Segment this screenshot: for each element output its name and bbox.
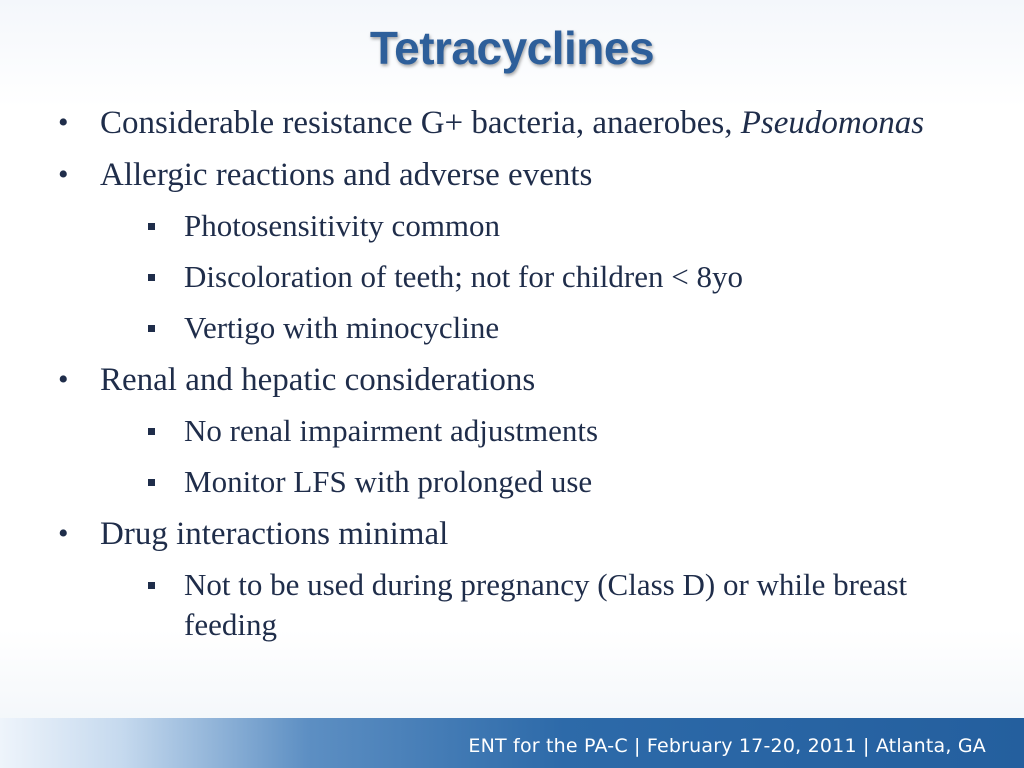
bullet-dot-icon: •	[58, 363, 69, 396]
sub-bullet-discoloration	[56, 257, 986, 297]
sub-bullet-text: Discoloration of teeth; not for children < 8yo	[184, 259, 743, 294]
bullet-text: Allergic reactions and adverse events	[100, 157, 593, 193]
sub-bullet-text: Not to be used during pregnancy (Class D) or while breast feeding	[184, 567, 908, 642]
bullet-text: Drug interactions minimal	[100, 516, 449, 552]
sub-bullet-pregnancy	[56, 565, 986, 645]
bullet-emphasis: Pseudomonas	[740, 105, 925, 141]
sub-bullet-photosensitivity	[56, 206, 986, 246]
sub-bullet-monitor-lfs	[56, 462, 986, 502]
bullet-dot-icon: •	[58, 517, 69, 550]
bullet-text: Considerable resistance G+ bacteria, anaerobes,	[100, 105, 741, 141]
bullet-allergic-reactions	[56, 154, 986, 196]
sub-bullet-renal-adjustments	[56, 411, 986, 451]
bullet-drug-interactions	[56, 513, 986, 555]
footer-text: ENT for the PA-C | February 17-20, 2011 | Atlanta, GA	[468, 735, 986, 757]
bullet-text: Renal and hepatic considerations	[100, 362, 536, 398]
bullet-list	[56, 102, 986, 656]
bullet-dot-icon: •	[58, 106, 69, 139]
bullet-resistance	[56, 102, 986, 144]
sub-bullet-text: No renal impairment adjustments	[184, 413, 599, 448]
sub-bullet-text: Photosensitivity common	[184, 208, 501, 243]
square-bullet-icon	[148, 274, 155, 281]
square-bullet-icon	[148, 479, 155, 486]
square-bullet-icon	[148, 582, 155, 589]
sub-bullet-text: Monitor LFS with prolonged use	[184, 464, 593, 499]
square-bullet-icon	[148, 325, 155, 332]
slide-title: Tetracyclines	[369, 22, 655, 74]
bullet-renal-hepatic	[56, 359, 986, 401]
square-bullet-icon	[148, 428, 155, 435]
sub-bullet-vertigo	[56, 308, 986, 348]
square-bullet-icon	[148, 223, 155, 230]
sub-bullet-text: Vertigo with minocycline	[184, 310, 500, 345]
bullet-dot-icon: •	[58, 158, 69, 191]
